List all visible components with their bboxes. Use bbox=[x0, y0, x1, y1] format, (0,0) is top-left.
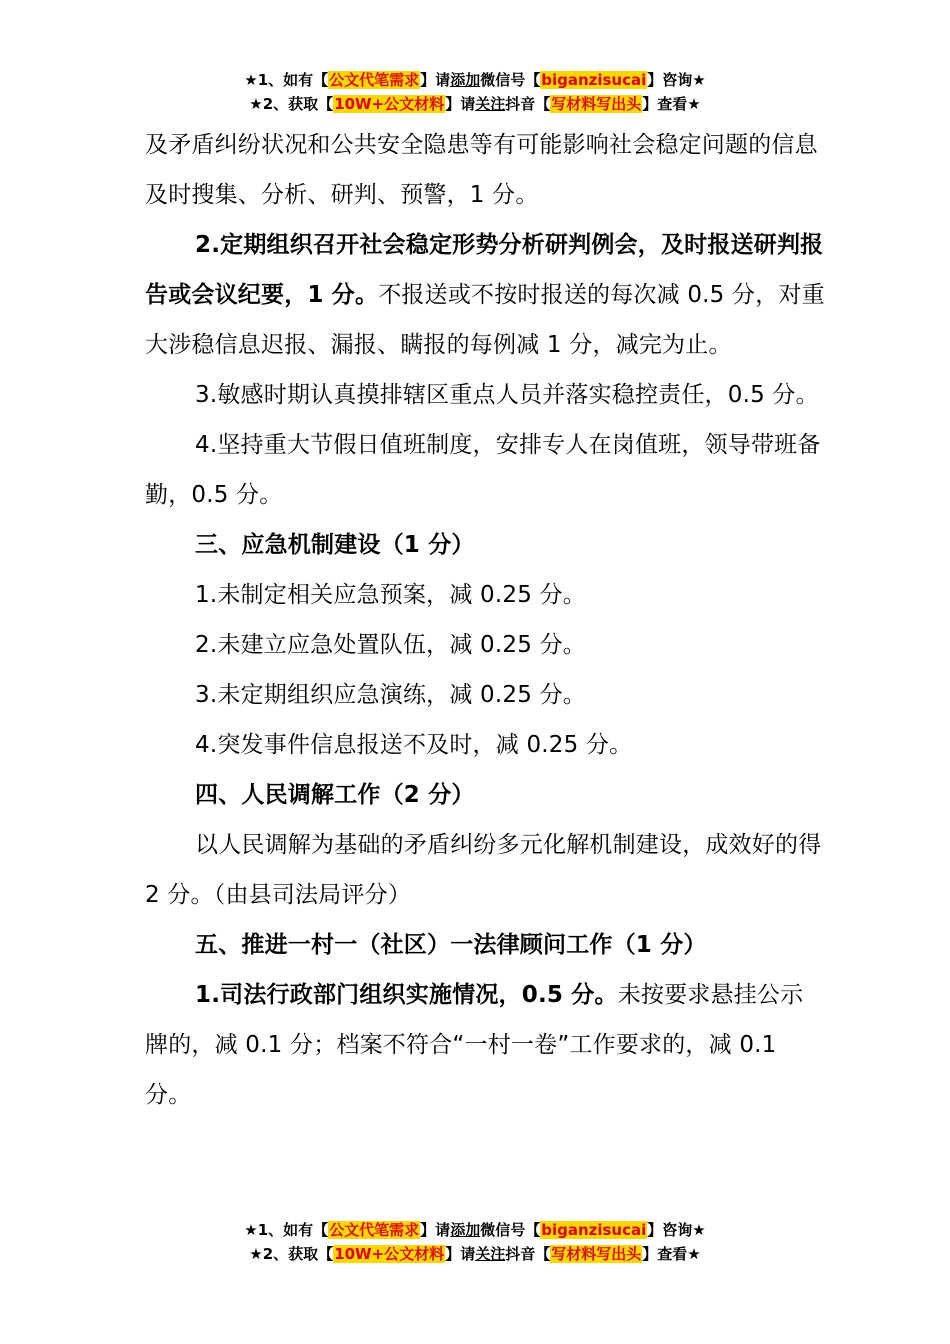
banner-text: 】请 bbox=[445, 1245, 476, 1263]
underlined-text: 添加 bbox=[450, 1221, 481, 1239]
paragraph bbox=[145, 970, 825, 1120]
banner-text: 】查看★ bbox=[642, 95, 701, 113]
highlight-text: 公文代笔需求 bbox=[329, 71, 420, 89]
paragraph: 以人民调解为基础的矛盾纠纷多元化解机制建设，成效好的得 2 分。（由县司法局评分） bbox=[145, 832, 822, 908]
banner-text: 】请 bbox=[420, 71, 451, 89]
paragraph: 及矛盾纠纷状况和公共安全隐患等有可能影响社会稳定问题的信息及时搜集、分析、研判、预警，1 分。 bbox=[145, 132, 818, 208]
banner-text: 】查看★ bbox=[642, 1245, 701, 1263]
highlight-text: 写材料写出头 bbox=[551, 95, 642, 113]
list-item: 1.未制定相关应急预案，减 0.25 分。 bbox=[195, 582, 586, 608]
document-body bbox=[145, 120, 825, 1120]
banner-text: ★2、获取【 bbox=[249, 95, 334, 113]
list-item: 4.突发事件信息报送不及时，减 0.25 分。 bbox=[195, 732, 633, 758]
footer-banner bbox=[0, 1218, 950, 1266]
paragraph: 4.坚持重大节假日值班制度，安排专人在岗值班，领导带班备勤，0.5 分。 bbox=[145, 432, 821, 508]
bold-lead: 2.定期组织召开社会稳定形势分析研判例会，及时报送研判报告或会议纪要，1 分。 bbox=[145, 232, 824, 308]
banner-text: 抖音【 bbox=[505, 1245, 551, 1263]
list-item: 3.未定期组织应急演练，减 0.25 分。 bbox=[195, 682, 586, 708]
highlight-text: 10W+公文材料 bbox=[334, 95, 445, 113]
paragraph-text: 未按要求悬挂公示牌的，减 0.1 分；档案不符合“一村一卷”工作要求的，减 0.1 分。 bbox=[145, 982, 804, 1108]
paragraph bbox=[145, 220, 825, 370]
banner-line-2 bbox=[0, 1242, 950, 1266]
banner-text: 微信号【 bbox=[480, 1221, 541, 1239]
list-item: 2.未建立应急处置队伍，减 0.25 分。 bbox=[195, 632, 586, 658]
highlight-text: 10W+公文材料 bbox=[334, 1245, 445, 1263]
paragraph-text: 不报送或不按时报送的每次减 0.5 分，对重大涉稳信息迟报、漏报、瞒报的每例减 1 分，减完为止。 bbox=[145, 282, 825, 358]
bold-lead: 1.司法行政部门组织实施情况，0.5 分。 bbox=[195, 982, 618, 1008]
banner-text: ★1、如有【 bbox=[244, 71, 329, 89]
highlight-text: biganzisucai bbox=[541, 71, 647, 89]
banner-text: ★1、如有【 bbox=[244, 1221, 329, 1239]
section-heading: 三、应急机制建设（1 分） bbox=[195, 532, 475, 558]
highlight-text: 写材料写出头 bbox=[551, 1245, 642, 1263]
banner-line-1 bbox=[0, 68, 950, 92]
underlined-text: 关注 bbox=[475, 95, 506, 113]
banner-text: 微信号【 bbox=[480, 71, 541, 89]
section-heading: 五、推进一村一（社区）一法律顾问工作（1 分） bbox=[195, 932, 707, 958]
highlight-text: biganzisucai bbox=[541, 1221, 647, 1239]
highlight-text: 公文代笔需求 bbox=[329, 1221, 420, 1239]
banner-line-1 bbox=[0, 1218, 950, 1242]
section-heading: 四、人民调解工作（2 分） bbox=[195, 782, 475, 808]
banner-text: 抖音【 bbox=[505, 95, 551, 113]
underlined-text: 关注 bbox=[475, 1245, 506, 1263]
paragraph: 3.敏感时期认真摸排辖区重点人员并落实稳控责任，0.5 分。 bbox=[195, 382, 819, 408]
banner-line-2 bbox=[0, 92, 950, 116]
underlined-text: 添加 bbox=[450, 71, 481, 89]
header-banner bbox=[0, 68, 950, 116]
banner-text: 】请 bbox=[445, 95, 476, 113]
banner-text: 】请 bbox=[420, 1221, 451, 1239]
banner-text: 】咨询★ bbox=[647, 71, 706, 89]
banner-text: ★2、获取【 bbox=[249, 1245, 334, 1263]
banner-text: 】咨询★ bbox=[647, 1221, 706, 1239]
